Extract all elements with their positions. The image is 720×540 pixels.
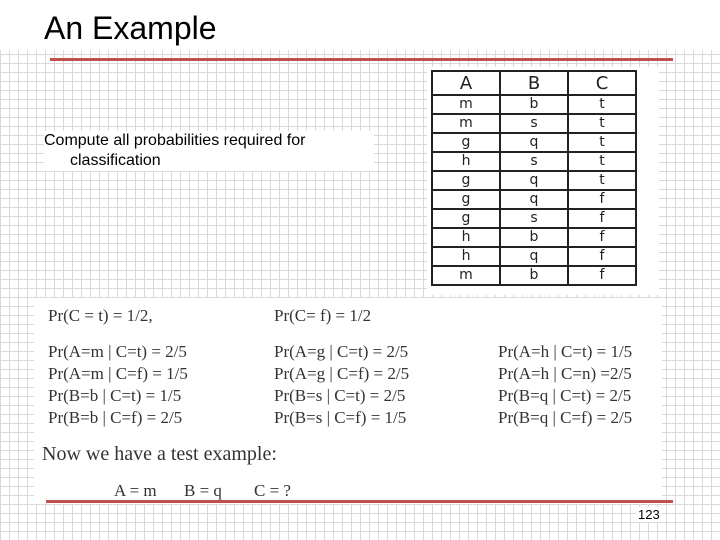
table-row	[432, 133, 636, 152]
page-number: 123	[638, 507, 660, 522]
table-row	[432, 209, 636, 228]
table-cell: t	[568, 171, 636, 190]
table-cell: q	[500, 133, 568, 152]
prob-col2-line4: Pr(B=s | C=f) = 1/5	[274, 408, 407, 427]
table-cell: m	[432, 95, 500, 114]
table-row	[432, 95, 636, 114]
prob-col1-line4: Pr(B=b | C=f) = 2/5	[48, 408, 183, 427]
table-cell: b	[500, 95, 568, 114]
training-data-table	[431, 70, 637, 286]
prob-col1-line1: Pr(A=m | C=t) = 2/5	[48, 342, 187, 361]
prob-col3-line3: Pr(B=q | C=t) = 2/5	[498, 386, 632, 405]
table-cell: g	[432, 171, 500, 190]
test-value-a: A = m	[114, 481, 157, 500]
column-header-b: B	[500, 71, 568, 95]
table-cell: q	[500, 247, 568, 266]
test-example-heading: Now we have a test example:	[42, 443, 277, 465]
training-data-table-frame	[427, 67, 659, 295]
table-cell: h	[432, 228, 500, 247]
prior-c-true: Pr(C = t) = 1/2,	[48, 306, 153, 325]
prob-col1-line3: Pr(B=b | C=t) = 1/5	[48, 386, 182, 405]
table-cell: g	[432, 133, 500, 152]
footer-divider	[46, 500, 673, 503]
column-header-a: A	[432, 71, 500, 95]
table-cell: s	[500, 114, 568, 133]
table-cell: m	[432, 114, 500, 133]
table-cell: t	[568, 95, 636, 114]
table-cell: q	[500, 171, 568, 190]
table-cell: f	[568, 266, 636, 285]
table-row	[432, 190, 636, 209]
table-header-row	[432, 71, 636, 95]
prob-col2-line2: Pr(A=g | C=f) = 2/5	[274, 364, 410, 383]
prob-col2-line3: Pr(B=s | C=t) = 2/5	[274, 386, 406, 405]
table-row	[432, 247, 636, 266]
probabilities-panel	[34, 298, 662, 504]
prob-col3-line2: Pr(A=h | C=n) =2/5	[498, 364, 632, 383]
table-cell: b	[500, 266, 568, 285]
slide-title: An Example	[44, 10, 217, 46]
prob-col1-line2: Pr(A=m | C=f) = 1/5	[48, 364, 188, 383]
column-header-c: C	[568, 71, 636, 95]
table-row	[432, 152, 636, 171]
table-cell: g	[432, 209, 500, 228]
title-divider	[50, 58, 673, 61]
table-row	[432, 228, 636, 247]
prob-col3-line4: Pr(B=q | C=f) = 2/5	[498, 408, 633, 427]
table-cell: b	[500, 228, 568, 247]
bullet-text	[44, 131, 374, 171]
table-row	[432, 114, 636, 133]
table-cell: q	[500, 190, 568, 209]
table-row	[432, 171, 636, 190]
prob-col2-line1: Pr(A=g | C=t) = 2/5	[274, 342, 409, 361]
table-cell: t	[568, 133, 636, 152]
prob-col3-line1: Pr(A=h | C=t) = 1/5	[498, 342, 633, 361]
table-cell: t	[568, 152, 636, 171]
table-cell: f	[568, 247, 636, 266]
table-cell: f	[568, 228, 636, 247]
table-cell: f	[568, 209, 636, 228]
table-cell: s	[500, 209, 568, 228]
test-value-c: C = ?	[254, 481, 291, 500]
test-value-b: B = q	[184, 481, 222, 500]
table-cell: f	[568, 190, 636, 209]
table-cell: h	[432, 247, 500, 266]
table-cell: s	[500, 152, 568, 171]
bullet-line-2: classification	[70, 152, 161, 169]
table-cell: g	[432, 190, 500, 209]
table-cell: h	[432, 152, 500, 171]
table-cell: m	[432, 266, 500, 285]
prior-c-false: Pr(C= f) = 1/2	[274, 306, 372, 325]
bullet-line-1: Compute all probabilities required for	[44, 132, 306, 149]
table-cell: t	[568, 114, 636, 133]
table-row	[432, 266, 636, 285]
title-bar	[0, 0, 720, 50]
